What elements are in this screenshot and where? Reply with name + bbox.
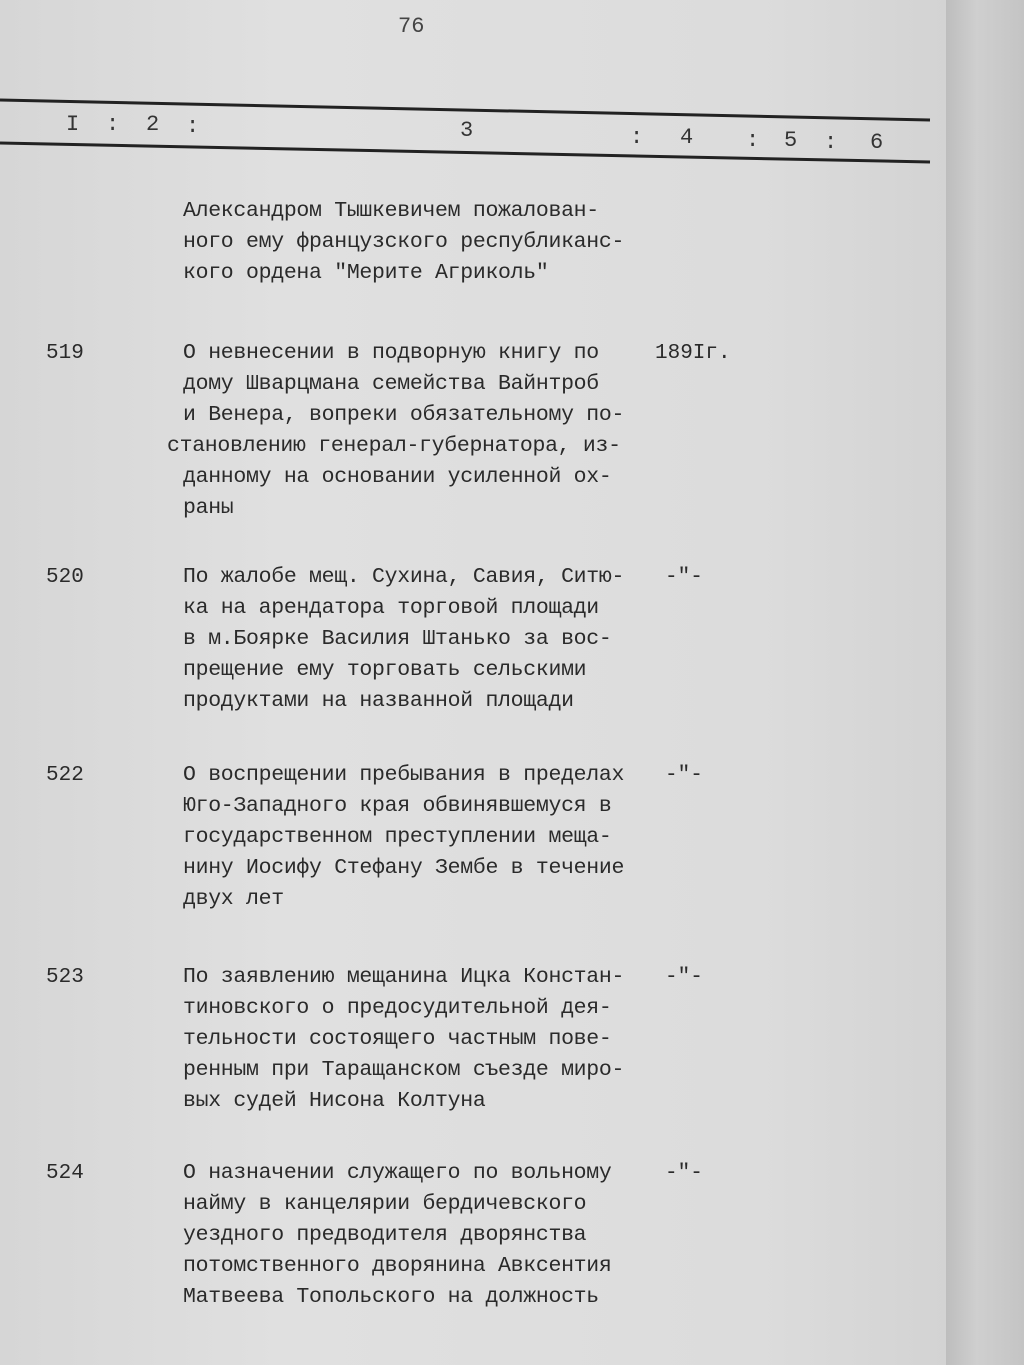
text-line: О назначении служащего по вольному bbox=[183, 1161, 612, 1185]
text-line: потомственного дворянина Авксентия bbox=[183, 1254, 612, 1278]
text-line: уездного предводителя дворянства bbox=[183, 1223, 587, 1247]
entry-text bbox=[183, 196, 643, 289]
col-header-2: 2 bbox=[146, 112, 160, 137]
entry-text bbox=[183, 962, 643, 1117]
entry-date: 189Iг. bbox=[655, 342, 731, 365]
text-line: раны bbox=[183, 496, 234, 520]
text-line: ного ему французского республиканс- bbox=[183, 230, 625, 254]
text-line: вых судей Нисона Колтуна bbox=[183, 1089, 486, 1113]
entry-number: 520 bbox=[46, 566, 84, 589]
entry-text bbox=[183, 562, 643, 717]
text-line: найму в канцелярии бердичевского bbox=[183, 1192, 587, 1216]
col-header-3: 3 bbox=[460, 118, 474, 143]
text-line: становлению генерал-губернатора, из- bbox=[167, 434, 621, 458]
col-header-4: 4 bbox=[680, 125, 694, 150]
text-line: дому Шварцмана семейства Вайнтроб bbox=[183, 372, 599, 396]
text-line: О невнесении в подворную книгу по bbox=[183, 341, 599, 365]
col-separator: : bbox=[746, 128, 760, 153]
text-line: О воспрещении пребывания в пределах bbox=[183, 763, 625, 787]
text-line: государственном преступлении меща- bbox=[183, 825, 612, 849]
text-line: кого ордена "Мерите Агриколь" bbox=[183, 261, 549, 285]
text-line: ренным при Таращанском съезде миро- bbox=[183, 1058, 625, 1082]
text-line: ка на арендатора торговой площади bbox=[183, 596, 599, 620]
text-line: прещение ему торговать сельскими bbox=[183, 658, 587, 682]
text-line: в м.Боярке Василия Штанько за вос- bbox=[183, 627, 612, 651]
text-line: По заявлению мещанина Ицка Констан- bbox=[183, 965, 625, 989]
text-line: Матвеева Топольского на должность bbox=[183, 1285, 599, 1309]
entry-text bbox=[183, 1158, 643, 1313]
page-number: 76 bbox=[398, 14, 425, 39]
col-separator: : bbox=[824, 130, 838, 155]
entry-number: 523 bbox=[46, 966, 84, 989]
entry-date: -"- bbox=[665, 1162, 703, 1185]
page-edge bbox=[946, 0, 1024, 1365]
text-line: данному на основании усиленной ох- bbox=[183, 465, 612, 489]
entry-number: 522 bbox=[46, 764, 84, 787]
text-line: По жалобе мещ. Сухина, Савия, Ситю- bbox=[183, 565, 625, 589]
col-header-5: 5 bbox=[784, 128, 798, 153]
text-line: тельности состоящего частным пове- bbox=[183, 1027, 612, 1051]
col-separator: : bbox=[186, 114, 200, 139]
text-line: Александром Тышкевичем пожалован- bbox=[183, 199, 599, 223]
text-line: продуктами на названной площади bbox=[183, 689, 574, 713]
entry-date: -"- bbox=[665, 966, 703, 989]
entry-number: 519 bbox=[46, 342, 84, 365]
text-line: тиновского о предосудительной дея- bbox=[183, 996, 612, 1020]
col-header-6: 6 bbox=[870, 130, 884, 155]
entry-text bbox=[167, 338, 643, 524]
text-line: двух лет bbox=[183, 887, 284, 911]
text-line: Юго-Западного края обвинявшемуся в bbox=[183, 794, 612, 818]
entry-date: -"- bbox=[665, 764, 703, 787]
col-separator: : bbox=[630, 125, 644, 150]
text-line: и Венера, вопреки обязательному по- bbox=[183, 403, 625, 427]
text-line: нину Иосифу Стефану Зембе в течение bbox=[183, 856, 625, 880]
entry-text bbox=[183, 760, 643, 915]
entry-number: 524 bbox=[46, 1162, 84, 1185]
col-header-1: I bbox=[66, 112, 80, 137]
header-top-rule bbox=[0, 100, 930, 120]
entry-date: -"- bbox=[665, 566, 703, 589]
col-separator: : bbox=[106, 112, 120, 137]
table-header-rules bbox=[0, 0, 946, 200]
